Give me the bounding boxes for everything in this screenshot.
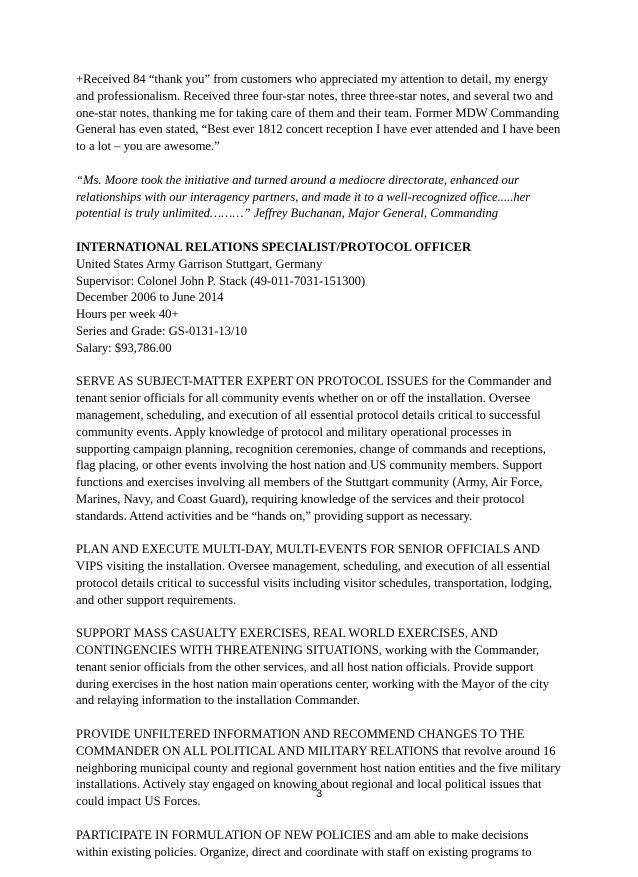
duty-line: management, scheduling, and execution of all essential protocol details critical to successful — [76, 407, 541, 422]
duty-line: SUPPORT MASS CASUALTY EXERCISES, REAL WORLD EXERCISES, AND — [76, 626, 498, 641]
intro-line: and professionalism. Received three four-star notes, three three-star notes, and several two and — [76, 88, 554, 103]
duty-line: functions and exercises involving all members of the Stuttgart community (Army, Air Force, — [76, 475, 543, 490]
job-dates: December 2006 to June 2014 — [76, 290, 224, 305]
intro-line: one-star notes, thanking me for taking care of them and their team. Former MDW Commanding — [76, 105, 560, 120]
duty-line: VIPS visiting the installation. Oversee management, scheduling, and execution of all essential — [76, 559, 551, 574]
quote-line: “Ms. Moore took the initiative and turned around a mediocre directorate, enhanced our — [76, 172, 520, 187]
quote-line: potential is truly unlimited………” Jeffrey Buchanan, Major General, Commanding — [76, 206, 499, 221]
duty-paragraph-protocol-expert — [76, 373, 564, 524]
duty-line: PROVIDE UNFILTERED INFORMATION AND RECOMMEND CHANGES TO THE — [76, 727, 525, 742]
duty-paragraph-policies — [76, 827, 564, 861]
duty-line: PARTICIPATE IN FORMULATION OF NEW POLICIES and am able to make decisions — [76, 827, 529, 842]
duty-line: standards. Attend activities and be “hands on,” providing support as necessary. — [76, 508, 473, 523]
job-header — [76, 239, 564, 357]
duty-line: CONTINGENCIES WITH THREATENING SITUATIONS, working with the Commander, — [76, 643, 540, 658]
job-salary: Salary: $93,786.00 — [76, 340, 172, 355]
duty-line: protocol details critical to successful visits including visitor schedules, transportation, lodging, — [76, 575, 553, 590]
duty-line: installations. Actively stay engaged on knowing about regional and local political issues that — [76, 777, 542, 792]
duty-line: tenant senior officials from the other services, and all host nation officials. Provide support — [76, 659, 534, 674]
duty-line: neighboring municipal county and regional government host nation entities and the five military — [76, 760, 561, 775]
duty-line: and relaying information to the installation Commander. — [76, 693, 360, 708]
duty-line: community events. Apply knowledge of protocol and military operational processes in — [76, 424, 512, 439]
duty-line: tenant senior officials for all community events whether on or off the installation. Oversee — [76, 391, 531, 406]
page-number: 3 — [315, 788, 323, 800]
intro-line: to a lot – you are awesome.” — [76, 139, 220, 154]
duty-line: Marines, Navy, and Coast Guard), requiring knowledge of the services and their protocol — [76, 491, 525, 506]
job-series-grade: Series and Grade: GS-0131-13/10 — [76, 323, 248, 338]
intro-line: General has even stated, “Best ever 1812 concert reception I have ever attended and I have been — [76, 122, 561, 137]
duty-line: SERVE AS SUBJECT-MATTER EXPERT ON PROTOCOL ISSUES for the Commander and — [76, 374, 552, 389]
document-body — [76, 71, 564, 877]
duty-line: COMMANDER ON ALL POLITICAL AND MILITARY RELATIONS that revolve around 16 — [76, 743, 556, 758]
quote-line: relationships with our interagency partners, and made it to a well-recognized office.....her — [76, 189, 531, 204]
job-title: INTERNATIONAL RELATIONS SPECIALIST/PROTOCOL OFFICER — [76, 239, 472, 254]
duty-line: during exercises in the host nation main operations center, working with the Mayor of the city — [76, 676, 550, 691]
job-supervisor: Supervisor: Colonel John P. Stack (49-011-7031-151300) — [76, 273, 366, 288]
duty-line: PLAN AND EXECUTE MULTI-DAY, MULTI-EVENTS FOR SENIOR OFFICIALS AND — [76, 542, 541, 557]
job-employer: United States Army Garrison Stuttgart, Germany — [76, 256, 323, 271]
duty-line: could impact US Forces. — [76, 794, 201, 809]
testimonial-quote — [76, 172, 564, 222]
duty-line: supporting campaign planning, recognition ceremonies, change of commands and receptions, — [76, 441, 547, 456]
intro-paragraph — [76, 71, 564, 155]
duty-paragraph-multi-day-events — [76, 541, 564, 608]
duty-line: flag placing, or other events involving the host nation and US community members. Support — [76, 458, 543, 473]
job-hours: Hours per week 40+ — [76, 307, 179, 322]
intro-line: +Received 84 “thank you” from customers who appreciated my attention to detail, my energy — [76, 72, 548, 86]
duty-line: and other support requirements. — [76, 592, 237, 607]
duty-line: within existing policies. Organize, direct and coordinate with staff on existing programs to — [76, 844, 532, 859]
duty-paragraph-mass-casualty — [76, 625, 564, 709]
